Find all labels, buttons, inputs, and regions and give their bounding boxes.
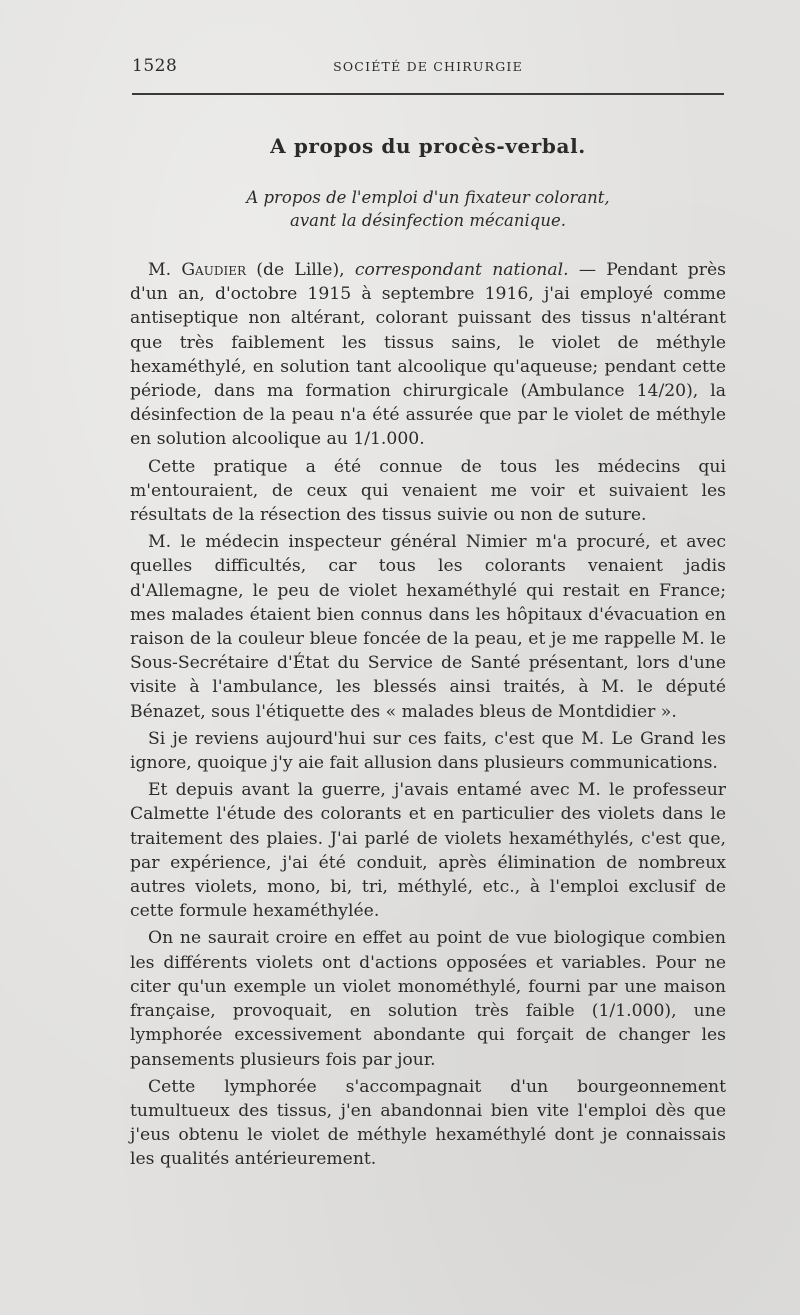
paragraph-7: Cette lymphorée s'accompagnait d'un bourgeonnement tumultueux des tissus, j'en abandonnai bien vite l'emploi dès que j'eus obtenu le violet de méthyle hexaméthylé dont je connaissais les qualités antérieurement. [130, 1076, 726, 1170]
paragraph-1 [130, 258, 726, 452]
author-role: correspondant national. [354, 260, 569, 280]
paragraph-4: Si je reviens aujourd'hui sur ces faits, c'est que M. Le Grand les ignore, quoique j'y aie fait allusion dans plusieurs communications. [130, 728, 726, 774]
journal-title: SOCIÉTÉ DE CHIRURGIE [333, 59, 523, 74]
article-body [130, 258, 726, 1172]
header-rule [132, 93, 724, 95]
article-subtitle [132, 186, 724, 232]
subtitle-line-1: A propos de l'emploi d'un fixateur colorant, [246, 188, 610, 207]
paragraph-1-text: — Pendant près d'un an, d'octobre 1915 à septembre 1916, j'ai employé comme antiseptique non altérant, colorant puissant des tissus n'altérant que très faiblement les tissus sains, le violet de méthyle hexaméthylé, en solution tant alcoolique qu'aqueuse; pendant cette période, dans ma formation chirurgicale (Ambulance 14/20), la désinfection de la peau n'a été assurée que par le violet de méthyle en solution alcoolique au 1/1.000. [130, 260, 726, 450]
paragraph-2: Cette pratique a été connue de tous les médecins qui m'entouraient, de ceux qui venaient me voir et suivaient les résultats de la résection des tissus suivie ou non de suture. [130, 456, 726, 526]
paragraph-5: Et depuis avant la guerre, j'avais entamé avec M. le professeur Calmette l'étude des colorants et en particulier des violets dans le traitement des plaies. J'ai parlé de violets hexaméthylés, c'est que, par expérience, j'ai été conduit, après élimination de nombreux autres violets, mono, bi, tri, méthylé, etc., à l'emploi exclusif de cette formule hexaméthylée. [130, 780, 726, 922]
section-title: A propos du procès-verbal. [270, 134, 586, 158]
subtitle-line-2: avant la désinfection mécanique. [290, 211, 566, 230]
author-name: Gaudier [181, 260, 246, 280]
author-place: (de Lille), [246, 260, 355, 280]
paragraph-3: M. le médecin inspecteur général Nimier m'a procuré, et avec quelles difficultés, car tous les colorants venaient jadis d'Allemagne, le peu de violet hexaméthylé qui restait en France; mes malades étaient bien connus dans les hôpitaux d'évacuation en raison de la couleur bleue foncée de la peau, et je me rappelle M. le Sous-Secrétaire d'État du Service de Santé présentant, lors d'une visite à l'ambulance, les blessés ainsi traités, à M. le député Bénazet, sous l'étiquette des « malades bleus de Montdidier ». [130, 532, 726, 722]
running-head [132, 56, 724, 80]
paragraph-6: On ne saurait croire en effet au point de vue biologique combien les différents violets ont d'actions opposées et variables. Pour ne citer qu'un exemple un violet monométhylé, fourni par une maison française, provoquait, en solution très faible (1/1.000), une lymphorée excessivement abondante qui forçait de changer les pansements plusieurs fois par jour. [130, 928, 726, 1070]
page-number: 1528 [132, 56, 178, 76]
author-prefix: M. [148, 260, 182, 280]
